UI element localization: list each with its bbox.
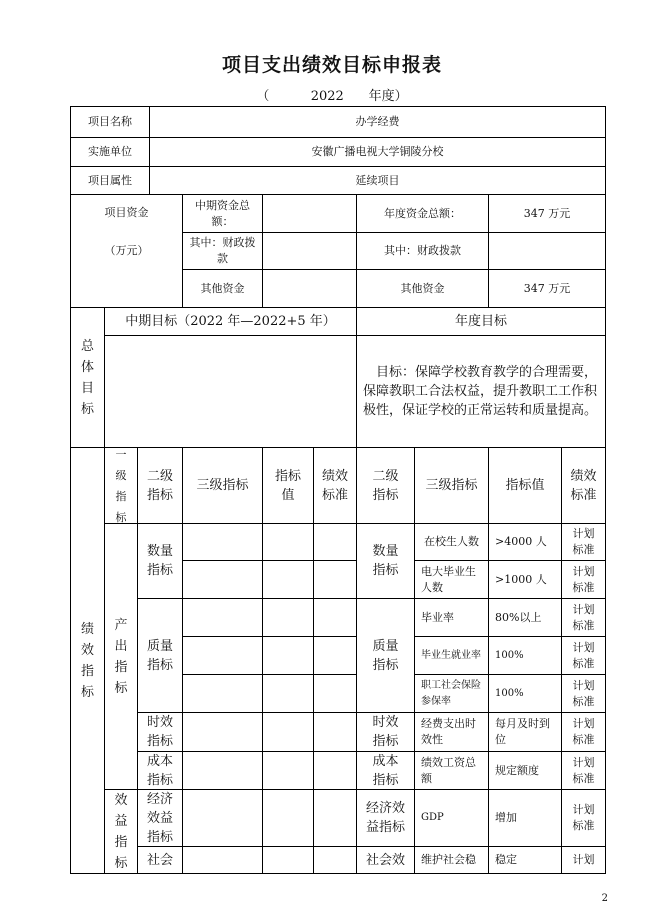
- left-economic-label: 经济效益指标: [146, 791, 173, 845]
- indicator-standard: 计划标准: [572, 564, 595, 594]
- level2-header-right: 二级指标: [372, 468, 399, 503]
- indicator-name: 毕业率: [421, 610, 454, 624]
- right-cost-label: 成本指标: [372, 753, 399, 788]
- page-title: 项目支出绩效目标申报表: [221, 54, 442, 76]
- indicator-value: 100%: [495, 649, 524, 661]
- indicator-value: >1000 人: [495, 572, 547, 586]
- year-total-label: 年度资金总额：: [384, 206, 461, 220]
- right-time-label: 时效指标: [372, 715, 399, 749]
- indicator-name: 毕业生就业率: [421, 649, 481, 661]
- level2-header: 二级指标: [146, 468, 173, 503]
- left-social-label: 社会: [146, 852, 173, 868]
- right-social-label: 社会效: [365, 852, 405, 868]
- year-goal-header: 年度目标: [454, 314, 507, 329]
- funds-label: 项目资金: [104, 206, 149, 219]
- year-goal-text: 目标：保障学校教育教学的合理需要，保障教职工合法权益，提升教职工工作积极性，保证学校的正常运转和质量提高。: [363, 364, 598, 418]
- right-economic-label: 经济效益指标: [365, 801, 405, 835]
- indicator-standard: 计划标准: [572, 755, 595, 785]
- right-quality-label: 质量指标: [372, 638, 399, 673]
- indicator-name: 维护社会稳: [421, 853, 476, 866]
- year-total-value: 347 万元: [523, 206, 571, 220]
- indicator-standard: 计划标准: [572, 602, 595, 632]
- attr-label: 项目属性: [88, 173, 132, 187]
- mid-fiscal-label: 其中：财政拨款: [189, 236, 256, 265]
- mid-other-label: 其他资金: [200, 281, 245, 295]
- left-cost-label: 成本指标: [146, 753, 173, 788]
- project-name-label: 项目名称: [88, 115, 132, 128]
- standard-header: 绩效标准: [321, 468, 348, 503]
- standard-header-right: 绩效标准: [570, 468, 597, 503]
- indicator-standard: 计划标准: [572, 640, 595, 670]
- value-header-right: 指标值: [505, 478, 545, 493]
- unit-label: 实施单位: [88, 145, 132, 158]
- mid-total-label: 中期资金总额：: [195, 198, 250, 228]
- level3-header-right: 三级指标: [425, 478, 478, 493]
- indicator-value: 稳定: [495, 853, 517, 866]
- year-line: （ 2022 年度）: [256, 89, 408, 104]
- year-other-label: 其他资金: [400, 281, 445, 295]
- year-other-value: 347 万元: [523, 281, 571, 295]
- left-quality-label: 质量指标: [146, 638, 173, 673]
- indicator-value: 100%: [495, 687, 524, 699]
- page-number: 2: [601, 893, 608, 904]
- left-time-label: 时效指标: [146, 715, 173, 749]
- overall-goals-label: 总体目标: [80, 338, 94, 417]
- benefit-indicators-label: 效益指标: [114, 792, 128, 871]
- project-name-value: 办学经费: [355, 115, 400, 128]
- indicator-standard: 计划标准: [572, 803, 595, 832]
- output-indicators-label: 产出指标: [114, 617, 128, 696]
- indicator-value: 增加: [495, 811, 517, 824]
- indicator-name: 经费支出时效性: [421, 717, 476, 746]
- indicator-value: 80%以上: [495, 610, 542, 624]
- indicator-standard: 计划标准: [572, 717, 595, 746]
- indicator-value: >4000 人: [495, 535, 547, 548]
- funds-unit: （万元）: [104, 244, 149, 257]
- indicator-name: GDP: [421, 812, 444, 823]
- indicator-value: 每月及时到位: [495, 717, 550, 746]
- indicator-name: 电大毕业生人数: [421, 564, 476, 594]
- unit-value: 安徽广播电视大学铜陵分校: [311, 145, 444, 158]
- indicator-value: 规定额度: [495, 763, 539, 777]
- level1-header: 一级指标: [115, 447, 127, 524]
- indicator-standard: 计划: [572, 853, 595, 866]
- mid-goal-header: 中期目标（2022 年—2022+5 年）: [125, 314, 336, 329]
- right-quantity-label: 数量指标: [372, 544, 399, 578]
- indicator-name: 在校生人数: [424, 535, 479, 548]
- year-fiscal-label: 其中：财政拨款: [384, 244, 461, 257]
- left-quantity-label: 数量指标: [146, 544, 173, 578]
- indicator-name: 绩效工资总额: [421, 755, 476, 785]
- indicators-label: 绩效指标: [80, 621, 94, 700]
- indicator-standard: 计划标准: [572, 527, 595, 556]
- level3-header: 三级指标: [196, 478, 249, 493]
- indicator-name: 职工社会保险参保率: [421, 679, 481, 707]
- indicator-standard: 计划标准: [572, 678, 595, 708]
- attr-value: 延续项目: [355, 173, 400, 187]
- value-header: 指标值: [274, 468, 301, 503]
